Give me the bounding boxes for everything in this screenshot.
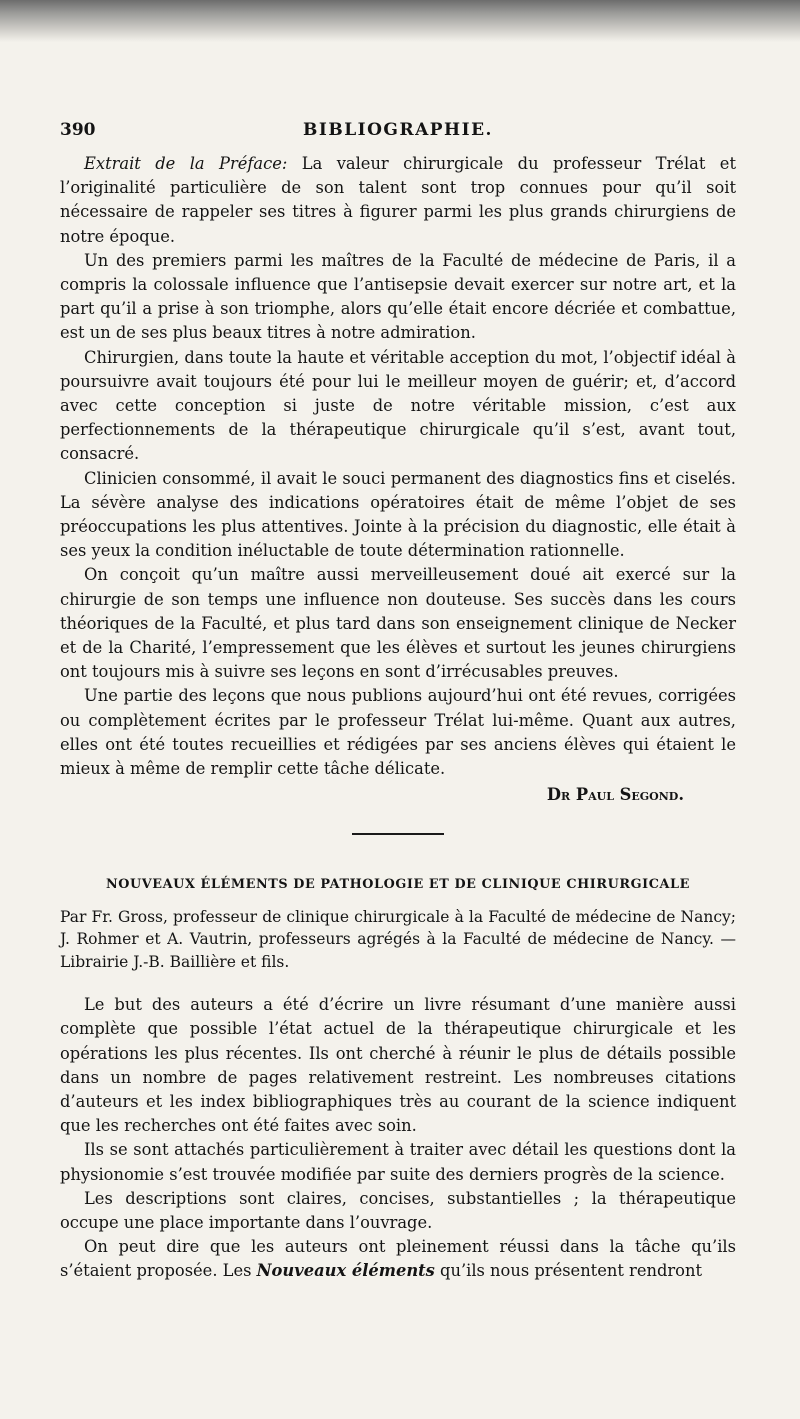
- review-paragraph: Les descriptions sont claires, concises, substantielles ; la thérapeutique occupe une place importante dans l’ouvrage.: [60, 1188, 736, 1233]
- page-header: [60, 118, 736, 148]
- signature: Dr Paul Segond.: [546, 785, 684, 805]
- preface-paragraph: Extrait de la Préface: La valeur chirurgicale du professeur Trélat et l’originalité particulière de son talent sont trop connues pour qu’il soit nécessaire de rappeler ses titres à figurer parmi les plus grands chirurgiens de notre époque.: [60, 154, 736, 246]
- review-title: NOUVEAUX ÉLÉMENTS DE PATHOLOGIE ET DE CLINIQUE CHIRURGICALE: [105, 877, 691, 893]
- scan-edge: [0, 0, 800, 42]
- preface-paragraph: Clinicien consommé, il avait le souci permanent des diagnostics fins et ciselés. La sévère analyse des indications opératoires était de même l’objet de ses préoccupations les plus attentives. Jointe à la précision du diagnostic, elle était à ses yeux la condition inéluctable de toute détermination rationnelle.: [60, 468, 736, 561]
- book-title: Nouveaux éléments: [256, 1261, 435, 1281]
- preface-paragraph: Chirurgien, dans toute la haute et véritable acception du mot, l’objectif idéal à poursuivre avait toujours été pour lui le meilleur moyen de guérir; et, d’accord avec cette conception si juste de notre véritable mission, c’est aux perfectionnements de la thérapeutique chirurgicale qu’il s’est, avant tout, consacré.: [60, 347, 736, 464]
- section-divider: [352, 833, 444, 835]
- review-body: [60, 993, 736, 1283]
- preface-paragraph: On conçoit qu’un maître aussi merveilleusement doué ait exercé sur la chirurgie de son temps une influence non douteuse. Ses succès dans les cours théoriques de la Faculté, et plus tard dans son enseignement clinique de Necker et de la Charité, l’empressement que les élèves et surtout les jeunes chirurgiens ont toujours mis à suivre ses leçons en sont d’irrécusables preuves.: [60, 565, 736, 682]
- review-paragraph: Ils se sont attachés particulièrement à traiter avec détail les questions dont la physionomie s’est trouvée modifiée par suite des derniers progrès de la science.: [60, 1140, 736, 1184]
- page: [60, 118, 736, 1284]
- review-byline: Par Fr. Gross, professeur de clinique chirurgicale à la Faculté de médecine de Nancy; J. Rohmer et A. Vautrin, professeurs agrégés à la Faculté de médecine de Nancy. — Librairie J.-B. Baillière et fils.: [60, 907, 736, 971]
- review-paragraph: On peut dire que les auteurs ont pleinement réussi dans la tâche qu’ils s’étaient proposée. Les Nouveaux éléments qu’ils nous présentent rendront: [60, 1237, 736, 1281]
- preface-label: Extrait de la Préface:: [84, 154, 288, 173]
- running-title: BIBLIOGRAPHIE.: [303, 120, 493, 140]
- preface-paragraph: Une partie des leçons que nous publions aujourd’hui ont été revues, corrigées ou complètement écrites par le professeur Trélat lui-même. Quant aux autres, elles ont été toutes recueillies et rédigées par ses anciens élèves qui étaient le mieux à même de remplir cette tâche délicate.: [60, 686, 736, 779]
- page-number: 390: [60, 120, 96, 140]
- preface-paragraph: Un des premiers parmi les maîtres de la Faculté de médecine de Paris, il a compris la colossale influence que l’antisepsie devait exercer sur notre art, et la part qu’il a prise à son triomphe, alors qu’elle était encore décriée et combattue, est un de ses plus beaux titres à notre admiration.: [60, 250, 736, 343]
- review-paragraph: Le but des auteurs a été d’écrire un livre résumant d’une manière aussi complète que possible l’état actuel de la thérapeutique chirurgicale et les opérations les plus récentes. Ils ont cherché à réunir le plus de détails possible dans un nombre de pages relativement restreint. Les nombreuses citations d’auteurs et les index bibliographiques très au courant de la science indiquent que les recherches ont été faites avec soin.: [60, 995, 736, 1136]
